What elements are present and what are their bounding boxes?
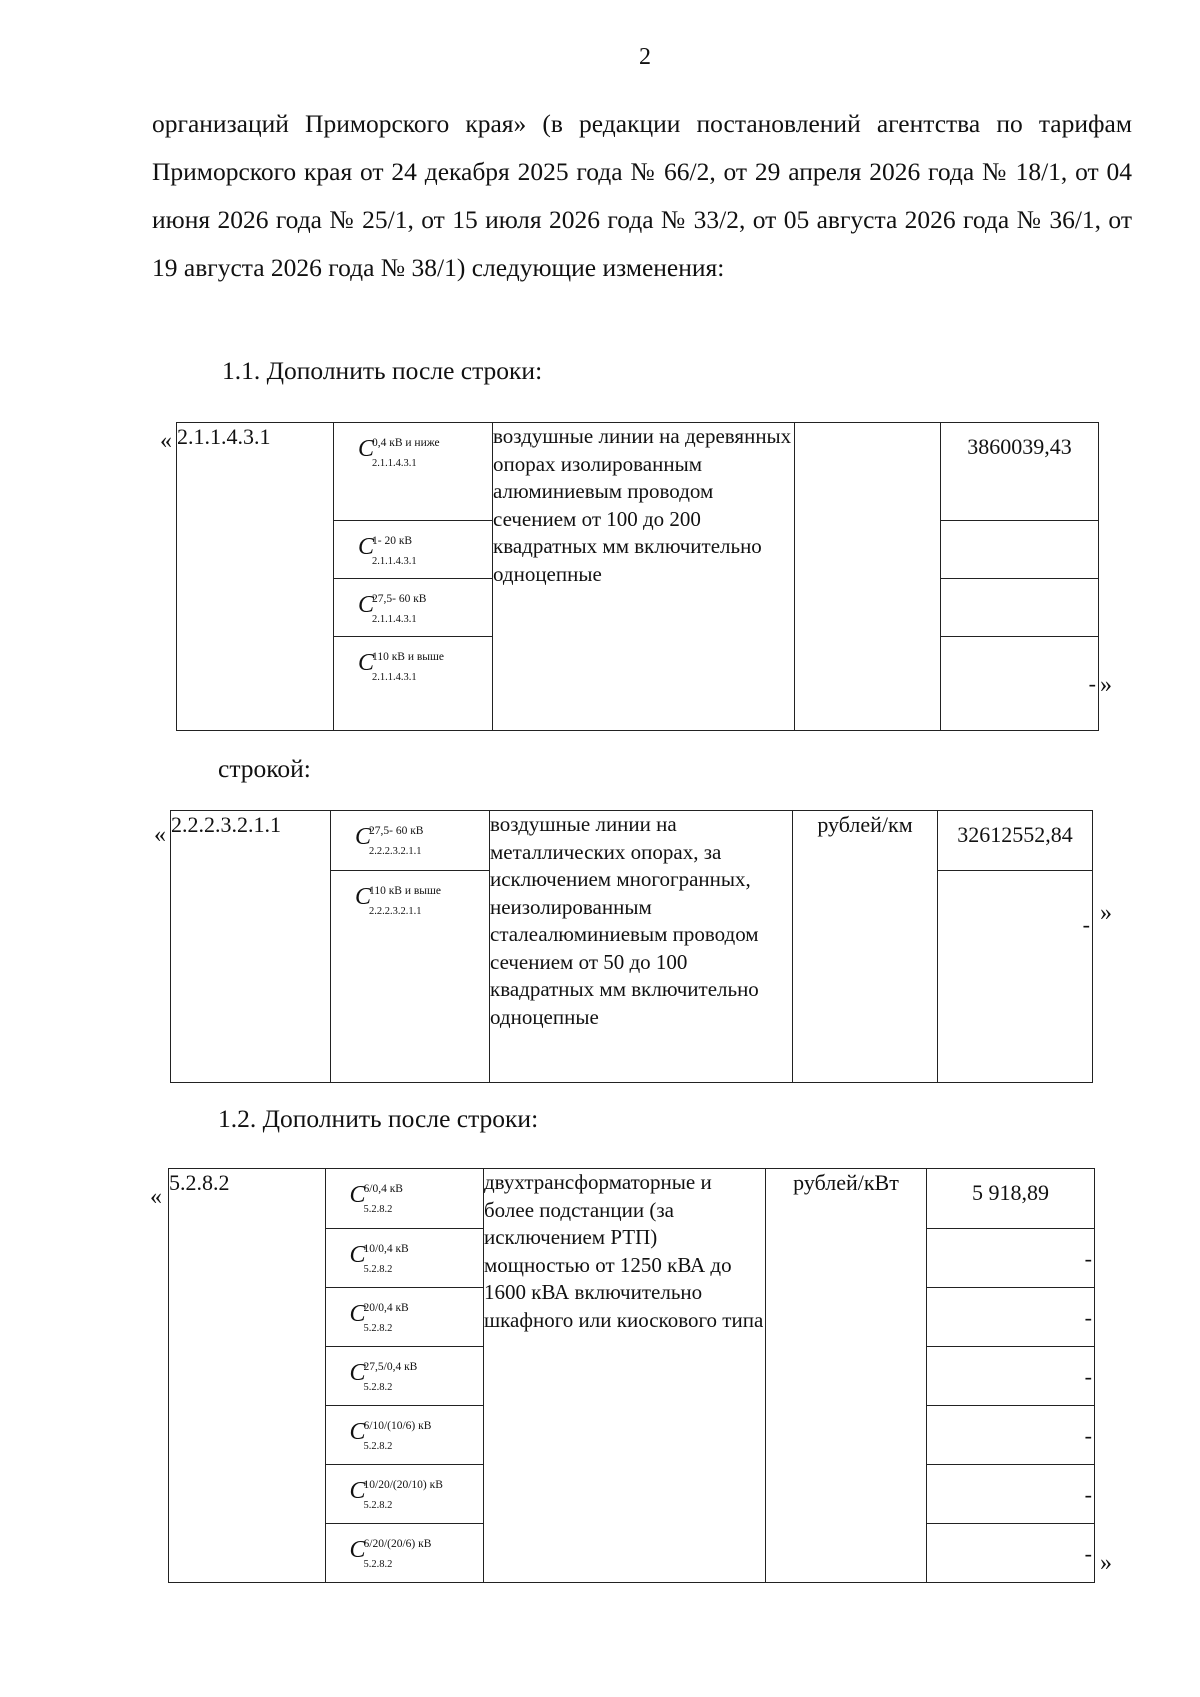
rate-value: - xyxy=(927,1524,1095,1583)
rate-symbol-cell xyxy=(326,1229,484,1288)
rate-value: - xyxy=(927,1347,1095,1406)
row-description: двухтрансформаторные и более подстанции (за исключением РТП) мощностью от 1250 кВА до 1600 кВА включительно шкафного или киоскового типа xyxy=(484,1169,766,1583)
rate-symbol-cell xyxy=(331,811,490,871)
page-number: 2 xyxy=(639,44,651,70)
rate-symbol: C 6/20/(20/6) кВ 5.2.8.2 xyxy=(349,1537,432,1570)
rate-symbol: C 6/0,4 кВ 5.2.8.2 xyxy=(349,1182,403,1215)
open-quote: « xyxy=(160,428,172,454)
rate-symbol-cell xyxy=(334,579,493,637)
rate-symbol: C 0,4 кВ и ниже 2.1.1.4.3.1 xyxy=(358,436,440,469)
intro-paragraph: организаций Приморского края» (в редакции постановлений агентства по тарифам Приморского края от 24 декабря 2025 года № 66/2, от 29 апреля 2026 года № 18/1, от 04 июня 2026 года № 25/1, от 15 июля 2026 года № 33/2, от 05 августа 2026 года № 36/1, от 19 августа 2026 года № 38/1) следующие изменения: xyxy=(152,109,1132,282)
row-unit xyxy=(795,423,941,731)
rate-value: - xyxy=(927,1288,1095,1347)
rate-symbol-cell xyxy=(326,1169,484,1229)
row-code: 2.2.2.3.2.1.1 xyxy=(171,811,331,1083)
rate-value xyxy=(941,579,1099,637)
rate-value xyxy=(941,521,1099,579)
rate-value: 32612552,84 xyxy=(938,811,1093,871)
rate-symbol: C 27,5- 60 кВ 2.2.2.3.2.1.1 xyxy=(355,824,424,857)
rate-value: 5 918,89 xyxy=(927,1169,1095,1229)
rate-symbol-cell xyxy=(334,423,493,521)
open-quote: « xyxy=(150,1184,162,1210)
rate-symbol: C 20/0,4 кВ 5.2.8.2 xyxy=(349,1301,409,1334)
rate-symbol-cell xyxy=(326,1406,484,1465)
table-row xyxy=(169,1169,1095,1229)
rate-symbol-cell xyxy=(326,1347,484,1406)
rate-value: - xyxy=(927,1406,1095,1465)
row-code: 5.2.8.2 xyxy=(169,1169,326,1583)
row-description: воздушные линии на деревянных опорах изолированным алюминиевым проводом сечением от 100 до 200 квадратных мм включительно одноцепные xyxy=(493,423,795,731)
rate-symbol: C 110 кВ и выше 2.2.2.3.2.1.1 xyxy=(355,884,441,917)
rate-value: 3860039,43 xyxy=(941,423,1099,521)
rate-symbol-cell xyxy=(326,1524,484,1583)
section-1-2-heading: 1.2. Дополнить после строки: xyxy=(218,1104,539,1133)
rate-value: - xyxy=(927,1465,1095,1524)
rate-symbol-cell xyxy=(331,871,490,1083)
rate-symbol: C 6/10/(10/6) кВ 5.2.8.2 xyxy=(349,1419,432,1452)
row-description: воздушные линии на металлических опорах, за исключением многогранных, неизолированным сталеалюминиевым проводом сечением от 50 до 100 квадратных мм включительно одноцепные xyxy=(490,811,793,1083)
table-row xyxy=(177,423,1099,521)
rate-symbol: C 1- 20 кВ 2.1.1.4.3.1 xyxy=(358,534,417,567)
rate-symbol: C 27,5/0,4 кВ 5.2.8.2 xyxy=(349,1360,418,1393)
close-quote: » xyxy=(1100,900,1112,926)
rate-symbol-cell xyxy=(326,1465,484,1524)
rate-symbol: C 27,5- 60 кВ 2.1.1.4.3.1 xyxy=(358,592,427,625)
row-code: 2.1.1.4.3.1 xyxy=(177,423,334,731)
row-unit: рублей/км xyxy=(793,811,938,1083)
rate-symbol: C 10/20/(20/10) кВ 5.2.8.2 xyxy=(349,1478,443,1511)
with-row-label: строкой: xyxy=(218,754,311,783)
close-quote: » xyxy=(1100,672,1112,698)
close-quote: » xyxy=(1100,1550,1112,1576)
table-2 xyxy=(170,810,1093,1083)
rate-value: - xyxy=(941,637,1099,731)
row-unit: рублей/кВт xyxy=(766,1169,927,1583)
rate-symbol-cell xyxy=(326,1288,484,1347)
open-quote: « xyxy=(154,822,166,848)
rate-symbol: C 110 кВ и выше 2.1.1.4.3.1 xyxy=(358,650,444,683)
rate-symbol: C 10/0,4 кВ 5.2.8.2 xyxy=(349,1242,409,1275)
table-1 xyxy=(176,422,1099,731)
rate-symbol-cell xyxy=(334,521,493,579)
table-row xyxy=(171,811,1093,871)
rate-symbol-cell xyxy=(334,637,493,731)
rate-value: - xyxy=(938,871,1093,1083)
table-3-body xyxy=(168,1168,1095,1583)
section-1-1-heading: 1.1. Дополнить после строки: xyxy=(222,356,543,385)
rate-value: - xyxy=(927,1229,1095,1288)
